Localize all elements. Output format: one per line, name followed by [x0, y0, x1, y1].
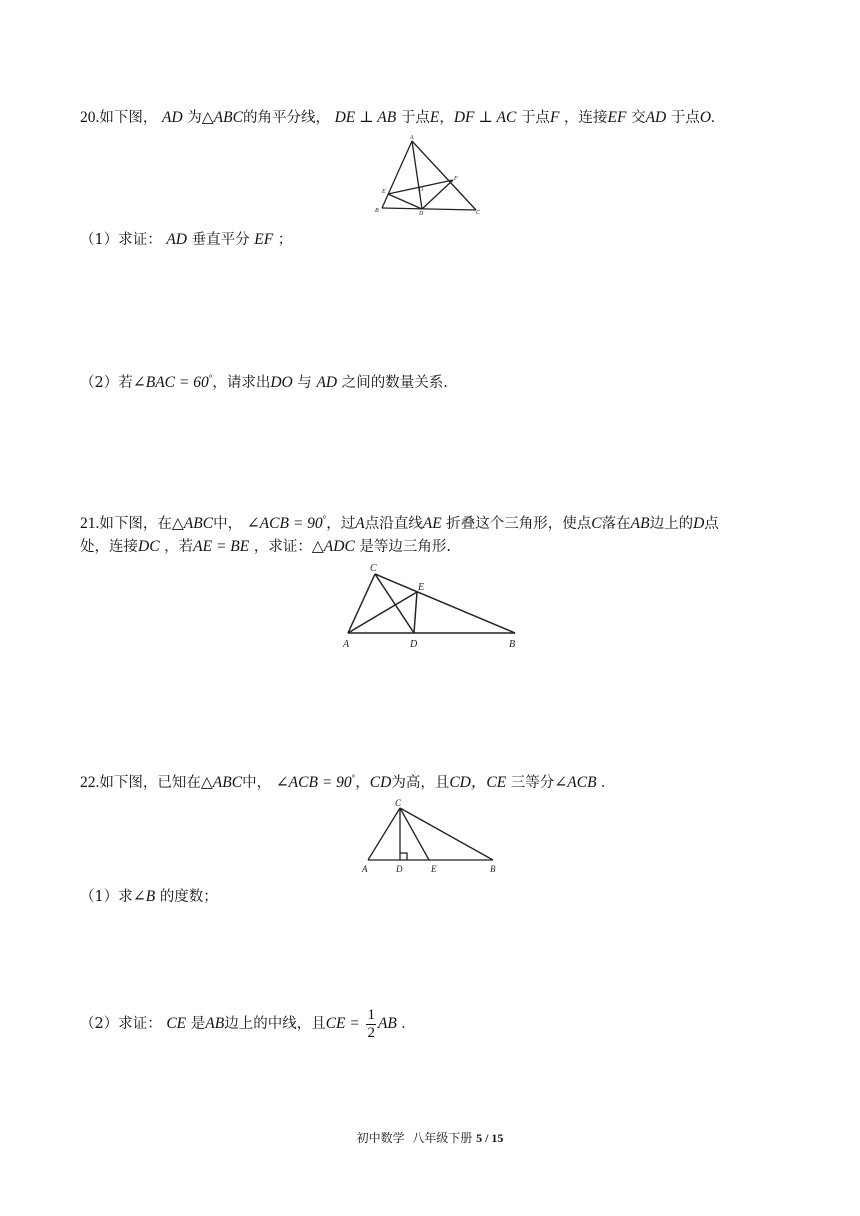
- q20-label-E: E: [382, 189, 386, 195]
- q22-statement: 22.如下图，已知在△ABC中， ∠ACB = 90°，CD为高，且CD，CE 三等分∠ACB .: [80, 773, 606, 791]
- q20-label-B: B: [375, 208, 379, 214]
- q21-figure: [340, 562, 525, 654]
- q20-part1: （1）求证： AD 垂直平分 EF ；: [80, 231, 293, 248]
- q21-number: 21.: [80, 515, 100, 532]
- q21-statement-line2: 处，连接DC ，若AE = BE ，求证：△ADC 是等边三角形.: [80, 538, 451, 555]
- q20-number: 20.: [80, 109, 100, 126]
- q21-label-B: B: [509, 639, 516, 650]
- q22-label-C: C: [395, 798, 402, 808]
- q21-statement-line1: 21.如下图，在△ABC中， ∠ACB = 90°，过A点沿直线AE 折叠这个三角形，使点C落在AB边上的D点: [80, 514, 719, 532]
- q21-label-C: C: [370, 563, 377, 574]
- q21-label-D: D: [410, 639, 418, 650]
- q22-part2: （2）求证： CE 是AB边上的中线，且CE = $\frac{1}{2}$ AB .: [80, 1006, 406, 1041]
- q22-part1: （1）求∠B 的度数；: [80, 888, 218, 905]
- q22-label-E: E: [431, 864, 437, 874]
- q20-statement: 20.如下图， AD 为△ABC的角平分线， DE ⊥ AB 于点E，DF ⊥ AC 于点F ，连接EF 交AD 于点O.: [80, 109, 715, 126]
- q22-label-D: D: [396, 864, 403, 874]
- q20-label-F: F: [454, 176, 458, 182]
- q20-figure: [370, 134, 490, 216]
- q20-label-D: D: [419, 211, 424, 217]
- page-footer: [0, 1129, 860, 1146]
- q22-label-A: A: [362, 864, 368, 874]
- page-number: 5 / 15: [476, 1131, 504, 1145]
- q20-label-A: A: [410, 135, 414, 141]
- footer-title: 初中数学 八年级下册: [356, 1131, 473, 1145]
- q22-label-B: B: [490, 864, 496, 874]
- q22-figure: [358, 796, 508, 878]
- q20-part2: （2）若∠BAC = 60°，请求出DO 与 AD 之间的数量关系.: [80, 373, 448, 391]
- q21-label-A: A: [343, 639, 350, 650]
- q21-label-E: E: [418, 582, 425, 593]
- q20-label-O: O: [419, 187, 424, 193]
- q22-number: 22.: [80, 774, 100, 791]
- one-half-fraction: $\frac{1}{2}$: [367, 1006, 375, 1041]
- q20-label-C: C: [476, 210, 481, 216]
